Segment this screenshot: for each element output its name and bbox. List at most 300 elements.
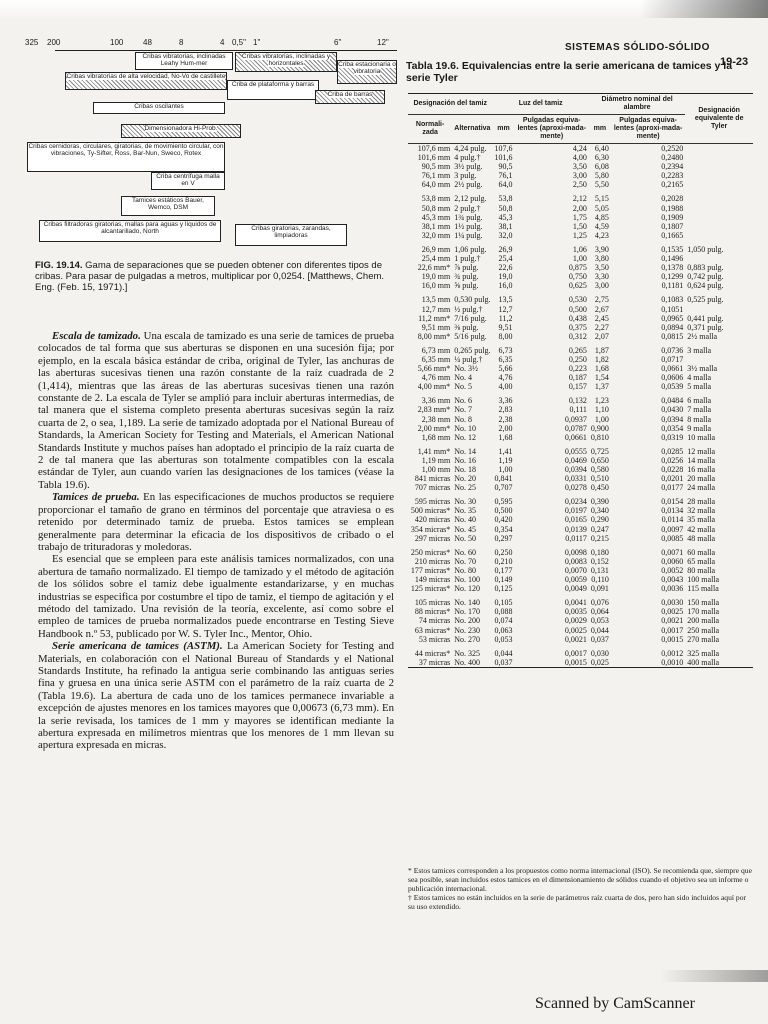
- table-cell: 4,76: [498, 373, 513, 383]
- table-cell: 0,625: [568, 281, 587, 291]
- table-cell: [685, 355, 753, 364]
- table-cell: 101,6: [494, 153, 513, 163]
- table-cell: No. 20: [454, 474, 477, 484]
- tick-label: 8: [179, 38, 184, 47]
- table-cell: 1,75: [572, 212, 587, 222]
- table-cell: 0,420: [494, 515, 513, 525]
- table-cell: 4,85: [594, 212, 609, 222]
- table-cell: 0,441 pulg.: [687, 313, 724, 323]
- table-row: [408, 391, 753, 405]
- table-cell: 101,6 mm: [417, 153, 451, 163]
- figure-box: Tamices estáticos Bauer, Wemco, DSM: [121, 196, 215, 216]
- table-cell: 0,0017: [564, 648, 587, 658]
- table-cell: 0,063: [494, 625, 513, 635]
- table-cell: 26,9: [498, 244, 513, 254]
- table-row: [408, 456, 753, 465]
- table-title: Tabla 19.6. Equivalencias entre la serie americana de tamices y la serie Tyler: [406, 60, 733, 84]
- table-cell: 6,73: [498, 345, 513, 355]
- figure-caption-label: FIG. 19.14.: [35, 260, 83, 271]
- table-cell: 0,0256: [661, 455, 684, 465]
- table-cell: 10 malla: [687, 432, 716, 442]
- table-cell: 0,044: [590, 625, 609, 635]
- table-cell: 1,82: [594, 354, 609, 364]
- corner-shadow: [640, 0, 768, 18]
- table-cell: ½ pulg.†: [454, 304, 483, 314]
- table-cell: 400 malla: [685, 658, 753, 668]
- running-header: SISTEMAS SÓLIDO-SÓLIDO: [565, 42, 710, 53]
- table-cell: 12 malla: [687, 446, 716, 456]
- table-cell: 0,0017: [661, 625, 684, 635]
- table-cell: [685, 254, 753, 263]
- table-cell: 0,132: [568, 396, 587, 406]
- table-cell: 8,00 mm*: [417, 331, 451, 341]
- table-row: [408, 607, 753, 616]
- sieve-table: [408, 93, 753, 668]
- table-cell: 53 micras: [418, 634, 451, 644]
- table-row: [408, 483, 753, 492]
- table-row: [408, 644, 753, 658]
- footnote: † Estos tamices no están incluidos en la serie de parámetros raíz cuarta de dos, pero han sido incluidos aquí por su uso extendido.: [408, 893, 747, 911]
- table-cell: 0,0015: [661, 634, 684, 644]
- table-cell: 0,250: [568, 354, 587, 364]
- table-cell: 1,68 mm: [421, 432, 451, 442]
- table-cell: 1,10: [594, 405, 609, 415]
- table-cell: 90,5 mm: [421, 162, 451, 172]
- table-cell: No. 12: [454, 432, 477, 442]
- table-cell: 0,742 pulg.: [687, 272, 724, 282]
- table-cell: 5/16 pulg.: [454, 331, 487, 341]
- col-header: Designación equivalente de Tyler: [685, 94, 753, 144]
- table-cell: 2,00: [498, 423, 513, 433]
- table-cell: 0,354: [494, 524, 513, 534]
- table-row: [408, 272, 753, 281]
- paragraph: Escala de tamizado. Una escala de tamizado es una serie de tamices de prueba colocados de tal forma que sus aberturas se disponen en una sucesión fija; por ejemplo, en la escala básica estándar de criba, original de Tyler, las anchuras de las aberturas sucesivas tienen una razón constante de la raíz cuadrada de 2 (1,414), mientras que las áreas de las aberturas sucesivas tienen una razón constante de 2. La escala de Tyler se amplió para incluir aberturas intermedias, de tal manera que el sistema completo presenta aberturas sucesivas según la raíz cuarta de 2, o sea, 1,189. La serie de tamizado adoptada por el National Bureau of Standards, la American Society for Testing and Materials, el American National Standards Institute y muchos países han adoptado el principio de la raíz cuarta de 2 de tal manera que las aberturas son totalmente compatibles con la escala estándar de Tyler, aun cuando varíen las designaciones de los tamices (véase la Tabla 19.6).: [38, 330, 394, 491]
- figure-box: Cribas filtradoras giratorias, mallas para aguas y líquidos de alcantarillado, North: [39, 220, 221, 242]
- table-cell: 0,2165: [661, 180, 684, 190]
- table-cell: 2,75: [594, 295, 609, 305]
- table-cell: 5,50: [594, 180, 609, 190]
- table-cell: 0,624 pulg.: [687, 281, 724, 291]
- table-cell: 76,1: [498, 171, 513, 181]
- tick-label: 325: [25, 38, 39, 47]
- table-cell: ⅜ pulg.: [454, 322, 479, 332]
- table-cell: 0,0021: [564, 634, 587, 644]
- table-cell: 0,0228: [661, 465, 684, 474]
- table-cell: 0,037: [590, 634, 609, 644]
- table-row: [408, 355, 753, 364]
- figure-box: Cribas vibratorias, inclinadas Leahy Hum-mer: [135, 52, 233, 70]
- table-cell: 4,00: [572, 153, 587, 163]
- table-cell: 0,0059: [564, 575, 587, 585]
- table-cell: 63 micras*: [414, 625, 451, 635]
- table-cell: 38,1: [498, 221, 513, 231]
- table-cell: 0,0114: [661, 515, 684, 525]
- table-cell: 11,2: [498, 313, 513, 323]
- table-cell: No. 100: [454, 575, 481, 585]
- figure-box: Cribas vibratorias, inclinadas y horizontales: [235, 52, 337, 72]
- table-cell: 0,180: [590, 547, 609, 557]
- table-cell: 0,371 pulg.: [687, 322, 724, 332]
- table-cell: 9,51: [498, 322, 513, 332]
- table-cell: 2,83 mm*: [417, 405, 451, 415]
- table-row: [408, 231, 753, 240]
- table-cell: 22,6: [498, 263, 513, 273]
- table-cell: 3,36: [498, 396, 513, 406]
- table-cell: 0,157: [568, 382, 587, 392]
- col-header: mm: [589, 115, 611, 144]
- table-cell: 0,053: [590, 616, 609, 626]
- table-cell: 50,8: [498, 203, 513, 213]
- table-row: [408, 189, 753, 203]
- table-cell: 0,088: [494, 607, 513, 617]
- table-cell: 0,1496: [661, 254, 684, 264]
- table-cell: 0,707: [494, 483, 513, 493]
- table-cell: 0,1299: [661, 272, 684, 282]
- table-cell: No. 6: [454, 396, 473, 406]
- table-cell: 2,00: [572, 203, 587, 213]
- table-cell: 0,1181: [661, 281, 684, 291]
- table-cell: 25,4: [498, 254, 513, 264]
- figure-caption: [35, 260, 390, 293]
- table-cell: [685, 144, 753, 154]
- tick-label: 1": [253, 38, 261, 47]
- table-cell: 0,0049: [564, 584, 587, 594]
- table-cell: 1,37: [594, 382, 609, 392]
- table-cell: 1,06 pulg.: [454, 244, 487, 254]
- table-cell: 0,074: [494, 616, 513, 626]
- table-cell: 0,2520: [661, 144, 684, 153]
- table-cell: 6,40: [594, 144, 609, 153]
- table-cell: 2,83: [498, 405, 513, 415]
- table-cell: 1,23: [594, 396, 609, 406]
- table-cell: 0,247: [590, 524, 609, 534]
- table-cell: 0,0154: [661, 497, 684, 507]
- table-cell: 0,223: [568, 364, 587, 374]
- table-cell: 2,12: [572, 194, 587, 204]
- table-cell: 13,5 mm: [421, 295, 451, 305]
- table-cell: 4,24 pulg.: [454, 144, 487, 153]
- table-cell: 0,438: [568, 313, 587, 323]
- table-cell: 0,0394: [661, 414, 684, 424]
- table-cell: 0,0139: [564, 524, 587, 534]
- table-cell: 0,875: [568, 263, 587, 273]
- table-cell: 3 pulg.: [454, 171, 477, 181]
- table-cell: 9 malla: [687, 423, 712, 433]
- table-row: [408, 465, 753, 474]
- table-cell: 0,0354: [661, 423, 684, 433]
- table-cell: 1,00: [572, 254, 587, 264]
- table-cell: 0,0285: [661, 446, 684, 456]
- table-cell: [685, 305, 753, 314]
- table-cell: 48 malla: [687, 533, 716, 543]
- table-cell: 0,0319: [661, 432, 684, 442]
- table-cell: 1,41 mm*: [417, 446, 451, 456]
- figure-box: Criba centrífuga malla en V: [151, 172, 225, 190]
- figure-screen-range: [25, 38, 397, 253]
- table-cell: 1,68: [498, 432, 513, 442]
- table-cell: 0,810: [590, 432, 609, 442]
- table-cell: No. 7: [454, 405, 473, 415]
- table-cell: 0,375: [568, 322, 587, 332]
- table-cell: 2,67: [594, 304, 609, 314]
- col-header: Diámetro nominal del alambre: [589, 94, 685, 115]
- table-cell: 100 malla: [687, 575, 720, 585]
- table-cell: 0,210: [494, 556, 513, 566]
- table-cell: No. 45: [454, 524, 477, 534]
- col-header: Pulgadas equiva-lentes (aproxi-mada-mente): [514, 115, 588, 144]
- table-row: [408, 281, 753, 290]
- table-cell: 3,30: [594, 272, 609, 282]
- table-row: [408, 213, 753, 222]
- table-cell: 32,0: [498, 230, 513, 240]
- table-cell: 7/16 pulg.: [454, 313, 487, 323]
- table-cell: 20 malla: [687, 474, 716, 484]
- table-cell: 6,35: [498, 354, 513, 364]
- corner-shadow-bottom: [660, 970, 768, 982]
- figure-axis-line: [55, 50, 397, 51]
- table-cell: 0,110: [591, 575, 609, 585]
- table-cell: 0,149: [494, 575, 513, 585]
- table-row: [408, 584, 753, 593]
- table-cell: [685, 204, 753, 213]
- table-cell: No. 8: [454, 414, 473, 424]
- table-row: [408, 290, 753, 304]
- table-row: [408, 364, 753, 373]
- table-row: [408, 240, 753, 254]
- table-row: [408, 263, 753, 272]
- table-cell: No. 5: [454, 382, 473, 392]
- table-cell: No. 50: [454, 533, 477, 543]
- table-cell: 4,23: [594, 230, 609, 240]
- table-cell: 6,08: [594, 162, 609, 172]
- table-row: [408, 433, 753, 442]
- table-cell: 105 micras: [414, 598, 451, 608]
- table-cell: 0,0278: [564, 483, 587, 493]
- table-cell: [685, 180, 753, 189]
- table-cell: 24 malla: [687, 483, 716, 493]
- table-cell: [685, 189, 753, 203]
- table-cell: 5,66 mm*: [417, 364, 451, 374]
- table-cell: 0,580: [590, 465, 609, 474]
- table-cell: 170 malla: [687, 607, 720, 617]
- table-cell: 0,525 pulg.: [687, 295, 724, 305]
- table-cell: 0,500: [494, 506, 513, 516]
- table-cell: 45,3: [498, 212, 513, 222]
- table-cell: 0,0165: [564, 515, 587, 525]
- table-cell: 0,0539: [661, 382, 684, 392]
- table-cell: ⅝ pulg.: [454, 281, 479, 291]
- table-cell: 2,12 pulg.: [454, 194, 487, 204]
- table-cell: No. 14: [454, 446, 477, 456]
- figure-box: Cribas cernidoras, circulares, giratorias, de movimiento circular, con vibraciones, Ty-Sifter, Ross, Bar-Nun, Sweco, Rotex: [27, 142, 225, 172]
- table-cell: No. 16: [454, 455, 477, 465]
- table-cell: 3,50: [572, 162, 587, 172]
- page-number: 19-23: [720, 56, 749, 68]
- table-cell: No. 325: [454, 648, 481, 658]
- table-cell: 0,0030: [661, 598, 684, 608]
- body-text: [38, 330, 394, 752]
- table-row: [408, 424, 753, 433]
- table-cell: 0,750: [568, 272, 587, 282]
- table-cell: 0,0469: [564, 455, 587, 465]
- table-cell: 0,1909: [661, 212, 684, 222]
- col-header: Alternativa: [452, 115, 492, 144]
- table-cell: [685, 222, 753, 231]
- table-cell: 0,530: [568, 295, 587, 305]
- table-cell: 0,312: [568, 331, 587, 341]
- table-cell: 90,5: [498, 162, 513, 172]
- table-cell: 0,1535: [661, 244, 684, 254]
- table-cell: No. 120: [454, 584, 481, 594]
- table-cell: 12,7 mm: [421, 304, 451, 314]
- table-cell: 1,06: [572, 244, 587, 254]
- tick-label: 100: [110, 38, 124, 47]
- table-cell: 1,19 mm: [421, 455, 451, 465]
- table-cell: 1,54: [594, 373, 609, 383]
- table-cell: 150 malla: [687, 598, 720, 608]
- table-cell: 0,340: [590, 506, 609, 516]
- table-row: [408, 382, 753, 391]
- table-cell: 0,1378: [661, 263, 684, 273]
- table-cell: No. 140: [454, 598, 481, 608]
- table-cell: 3,80: [594, 254, 609, 264]
- table-cell: 38,1 mm: [421, 221, 451, 231]
- table-cell: 32 malla: [687, 506, 716, 516]
- table-cell: 125 micras*: [410, 584, 451, 594]
- table-cell: 2,27: [594, 322, 609, 332]
- table-cell: 0,0083: [564, 556, 587, 566]
- table-cell: ¾ pulg.: [454, 272, 479, 282]
- table-cell: [685, 162, 753, 171]
- table-cell: 841 micras: [414, 474, 451, 484]
- table-cell: 0,500: [568, 304, 587, 314]
- table-cell: 0,725: [590, 446, 609, 456]
- table-cell: 50,8 mm: [421, 203, 451, 213]
- table-cell: 0,1665: [661, 230, 684, 240]
- table-row: [408, 492, 753, 506]
- table-cell: 76,1 mm: [421, 171, 451, 181]
- table-row: [408, 534, 753, 543]
- table-row: [408, 575, 753, 584]
- table-cell: 325 malla: [687, 648, 720, 658]
- table-cell: 0,0331: [564, 474, 587, 484]
- table-row: [408, 658, 753, 668]
- table-cell: 2½ malla: [687, 331, 718, 341]
- table-cell: 0,0041: [564, 598, 587, 608]
- table-cell: 0,131: [590, 565, 609, 575]
- table-cell: 4,76 mm: [421, 373, 451, 383]
- table-cell: 0,900: [590, 423, 609, 433]
- table-row: [408, 144, 753, 154]
- table-cell: 8 malla: [687, 414, 712, 424]
- table-row: [408, 442, 753, 456]
- table-cell: 1,050 pulg.: [687, 244, 724, 254]
- table-cell: 0,595: [494, 497, 513, 507]
- table-cell: No. 200: [454, 616, 481, 626]
- table-cell: 0,0098: [564, 547, 587, 557]
- tick-label: 48: [143, 38, 152, 47]
- table-cell: 5 malla: [687, 382, 712, 392]
- table-row: [408, 525, 753, 534]
- table-cell: 0,064: [590, 607, 609, 617]
- table-cell: No. 35: [454, 506, 477, 516]
- table-cell: 1,87: [594, 345, 609, 355]
- figure-box: Dimensionadora Hi-Prob.: [121, 124, 241, 138]
- table-row: [408, 515, 753, 524]
- table-cell: 107,6: [494, 144, 513, 153]
- table-cell: 0,510: [590, 474, 609, 484]
- table-cell: 0,152: [590, 556, 609, 566]
- table-cell: 0,111: [569, 405, 587, 415]
- col-header: Normali-zada: [408, 115, 452, 144]
- table-cell: 45,3 mm: [421, 212, 451, 222]
- table-row: [408, 593, 753, 607]
- tick-label: 0,5": [232, 38, 246, 47]
- table-row: [408, 332, 753, 341]
- table-cell: 60 malla: [687, 547, 716, 557]
- table-cell: 0,1988: [661, 203, 684, 213]
- table-cell: 88 micras*: [414, 607, 451, 617]
- table-row: [408, 171, 753, 180]
- table-cell: 1,68: [594, 364, 609, 374]
- table-cell: 16 malla: [687, 465, 716, 474]
- table-cell: 4 pulg.†: [454, 153, 481, 163]
- table-cell: 0,0815: [661, 331, 684, 341]
- table-cell: 16,0: [498, 281, 513, 291]
- table-cell: 1,00: [594, 414, 609, 424]
- table-cell: [685, 171, 753, 180]
- table-cell: 0,650: [590, 455, 609, 465]
- table-cell: 5,80: [594, 171, 609, 181]
- table-cell: 14 malla: [687, 455, 716, 465]
- table-row: [408, 566, 753, 575]
- table-row: [408, 405, 753, 414]
- table-row: [408, 162, 753, 171]
- table-cell: 0,265: [568, 345, 587, 355]
- table-cell: 0,0234: [564, 497, 587, 507]
- table-cell: 0,0661: [564, 432, 587, 442]
- table-cell: 4 malla: [687, 373, 712, 383]
- table-cell: 250 malla: [687, 625, 720, 635]
- table-cell: [685, 231, 753, 240]
- col-header: mm: [492, 115, 514, 144]
- table-cell: 1,19: [498, 455, 513, 465]
- table-cell: 0,0117: [565, 533, 587, 543]
- paragraph: Serie americana de tamices (ASTM). La American Society for Testing and Materials, en colaboración con el National Bureau of Standards y el National Standards Institute, ha refinado la antigua serie combinando las antiguas series fina y gruesa en una única serie ASTM con el parámetro de la raíz cuarta de 2 (Tabla 19.6). La abertura de cada uno de los tamices permanece invariable a excepción de ajustes menores en los tamices mayores que 0,00673 (6,73 mm). En la serie revisada, los tamices de 1 mm y mayores se identifican mediante la abertura expresada en milímetros mientras que los menores de 1 mm llevan su apertura expresada en micras.: [38, 640, 394, 752]
- table-cell: 1,25: [572, 230, 587, 240]
- table-cell: 9,51 mm: [421, 322, 451, 332]
- table-cell: 0,290: [590, 515, 609, 525]
- table-cell: 6,35 mm: [421, 354, 451, 364]
- table-cell: 2,38 mm: [421, 414, 451, 424]
- table-cell: 4,00 mm*: [417, 382, 451, 392]
- table-cell: 7 malla: [687, 405, 712, 415]
- table-cell: 19,0: [498, 272, 513, 282]
- table-cell: 80 malla: [687, 565, 716, 575]
- table-cell: 0,0430: [661, 405, 684, 415]
- table-cell: 37 micras: [408, 658, 452, 668]
- table-cell: 0,2283: [661, 171, 684, 181]
- table-cell: 3,50: [594, 263, 609, 273]
- table-cell: 0,0736: [661, 345, 684, 355]
- table-cell: 0,091: [590, 584, 609, 594]
- table-cell: 0,0029: [564, 616, 587, 626]
- table-cell: 2,45: [594, 313, 609, 323]
- table-row: [408, 543, 753, 557]
- col-header: Pulgadas equiva-lentes (aproxi-mada-mente): [611, 115, 685, 144]
- table-cell: 0,0015: [514, 658, 588, 668]
- table-cell: 0,0060: [661, 556, 684, 566]
